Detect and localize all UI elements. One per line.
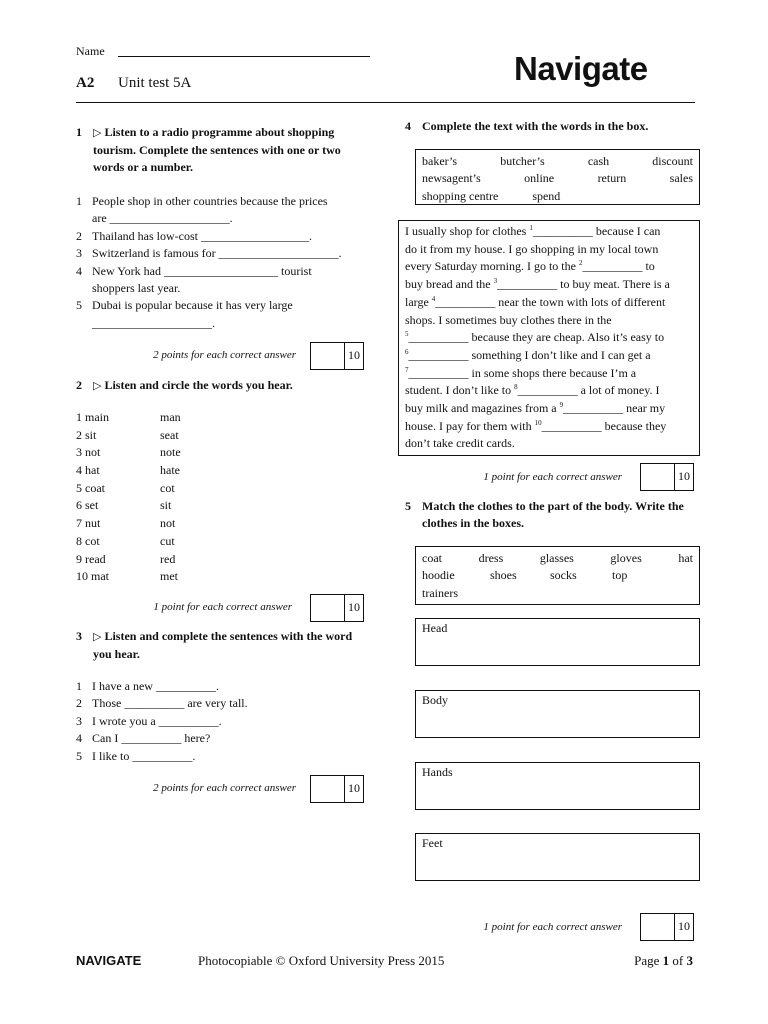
list-item: 4 New York had ___________________ tourist (76, 263, 312, 278)
section-instruction: Listen and complete the sentences with the word you hear. (93, 629, 353, 661)
score-input[interactable] (311, 343, 345, 369)
score-box[interactable] (640, 463, 694, 491)
section-3-list (76, 678, 366, 765)
word-box (415, 546, 700, 605)
word-option[interactable]: 7 nut (76, 516, 101, 531)
section-instruction: Listen to a radio programme about shopping tourism. Complete the sentences with one or two words or a number. (93, 125, 341, 175)
word-pair-row (76, 568, 276, 586)
word-option[interactable]: 9 read (76, 551, 106, 566)
answer-box-feet[interactable] (415, 833, 700, 881)
word-item: top (612, 568, 628, 583)
score-total: 10 (348, 781, 360, 796)
level-label: A2 (76, 75, 95, 91)
footer-copyright: Photocopiable © Oxford University Press 2015 (198, 953, 445, 968)
text-line: buy milk and magazines from a $^9$__________ near my (405, 401, 666, 416)
list-item: are ____________________. (92, 211, 233, 226)
word-pair-row (76, 515, 276, 533)
name-field[interactable] (118, 56, 370, 57)
text-line: house. I pay for them with $^{10}$__________ because they (405, 418, 667, 433)
word-item: newsagent’s (422, 171, 481, 186)
word-item: socks (550, 568, 577, 583)
word-option[interactable]: cut (160, 533, 175, 548)
answer-box-hands[interactable] (415, 762, 700, 810)
section-number: 5 (405, 499, 411, 513)
list-item: 5 I like to __________. (76, 748, 196, 763)
section-instruction: Match the clothes to the part of the body. Write the clothes in the boxes. (422, 499, 684, 531)
audio-play-icon: ▷ (93, 631, 102, 643)
header-divider (76, 102, 695, 103)
word-option[interactable]: 2 sit (76, 427, 97, 442)
word-pair-row (76, 497, 276, 515)
word-item: hoodie (422, 568, 455, 583)
section-1-heading (76, 124, 366, 177)
word-pairs (76, 409, 276, 586)
brand-logo: Navigate (514, 50, 648, 87)
list-item: 3 Switzerland is famous for ____________________. (76, 246, 342, 261)
word-item: sales (669, 171, 693, 186)
word-item: shoes (490, 568, 517, 583)
word-item: coat (422, 551, 442, 565)
word-option[interactable]: seat (160, 427, 179, 442)
points-note: 1 point for each correct answer (483, 471, 622, 483)
word-item: online (524, 171, 555, 186)
points-note: 1 point for each correct answer (483, 921, 622, 933)
answer-box-head[interactable] (415, 618, 700, 666)
section-number: 3 (76, 629, 82, 643)
score-total: 10 (348, 348, 360, 363)
word-option[interactable]: note (160, 445, 181, 460)
score-box[interactable] (640, 913, 694, 941)
list-item: 2 Those __________ are very tall. (76, 696, 248, 711)
answer-box-body[interactable] (415, 690, 700, 738)
page-number: 1 (662, 953, 670, 968)
list-item: shoppers last year. (92, 280, 181, 295)
text-line: shops. I sometimes buy clothes there in the (405, 312, 612, 327)
word-item: glasses (539, 551, 574, 565)
word-item: discount (652, 154, 693, 168)
score-total: 10 (678, 919, 690, 934)
section-instruction: Complete the text with the words in the box. (422, 119, 649, 133)
score-input[interactable] (311, 595, 345, 621)
word-option[interactable]: red (160, 551, 176, 566)
list-item: 4 Can I __________ here? (76, 731, 211, 746)
word-item: butcher’s (500, 154, 545, 168)
word-pair-row (76, 533, 276, 551)
unit-title: Unit test 5A (118, 75, 192, 91)
section-number: 1 (76, 125, 82, 139)
text-line: large $^4$__________ near the town with lots of different (405, 294, 666, 309)
section-instruction: Listen and circle the words you hear. (104, 378, 293, 392)
section-4-heading (405, 118, 700, 135)
page-indicator: Page 1 of 3 (634, 953, 693, 968)
name-label: Name (76, 44, 105, 58)
text-line: $^5$__________ because they are cheap. Also it’s easy to (405, 330, 665, 345)
word-item: dress (478, 551, 504, 565)
section-1-list (76, 193, 366, 332)
word-option[interactable]: 1 main (76, 410, 109, 424)
section-number: 4 (405, 119, 411, 133)
word-item: return (597, 171, 627, 186)
text-line: do it from my house. I go shopping in my local town (405, 241, 659, 256)
list-item: 1 I have a new __________. (76, 679, 219, 693)
word-option[interactable]: 6 set (76, 498, 99, 513)
text-line: buy bread and the $^3$__________ to buy meat. There is a (405, 277, 670, 292)
word-option[interactable]: 5 coat (76, 480, 105, 495)
score-input[interactable] (641, 914, 675, 940)
points-note: 1 point for each correct answer (153, 601, 292, 613)
score-box[interactable] (310, 775, 364, 803)
score-input[interactable] (311, 776, 345, 802)
list-item: ____________________. (92, 315, 215, 330)
word-item: gloves (610, 551, 642, 565)
box-label: Hands (422, 765, 453, 779)
list-item: 2 Thailand has low-cost __________________. (76, 228, 312, 243)
list-item: 5 Dubai is popular because it has very large (76, 298, 293, 313)
text-line: $^7$__________ in some shops there because I’m a (405, 365, 637, 380)
word-item: trainers (422, 585, 458, 600)
section-3-heading (76, 628, 366, 663)
word-pair-row (76, 480, 276, 498)
list-item: 3 I wrote you a __________. (76, 713, 222, 728)
word-option[interactable]: sit (160, 498, 172, 513)
points-note: 2 points for each correct answer (153, 349, 296, 361)
section-number: 2 (76, 378, 82, 392)
score-total: 10 (348, 600, 360, 615)
word-item: shopping centre (422, 188, 499, 203)
score-total: 10 (678, 469, 690, 484)
text-line: don’t take credit cards. (405, 436, 515, 451)
points-note: 2 points for each correct answer (153, 782, 296, 794)
word-option[interactable]: 4 hat (76, 463, 100, 478)
word-option[interactable]: met (160, 569, 178, 584)
word-option[interactable]: not (160, 516, 176, 531)
word-pair-row (76, 427, 276, 445)
score-box[interactable] (310, 342, 364, 370)
page-total: 3 (686, 953, 693, 968)
box-label: Head (422, 621, 448, 635)
word-pair-row (76, 444, 276, 462)
score-box[interactable] (310, 594, 364, 622)
list-item: 1 People shop in other countries because the prices (76, 194, 328, 208)
word-pair-row (76, 409, 276, 427)
word-option[interactable]: 3 not (76, 445, 101, 460)
word-pair-row (76, 462, 276, 480)
word-option[interactable]: hate (160, 463, 180, 478)
cloze-text-box (398, 220, 700, 456)
audio-play-icon: ▷ (93, 380, 102, 392)
word-option[interactable]: 10 mat (76, 569, 109, 584)
word-item: spend (532, 188, 561, 203)
footer-brand: NAVIGATE (76, 953, 142, 968)
word-option[interactable]: cot (160, 480, 175, 495)
text-line: $^6$__________ something I don’t like and I can get a (405, 347, 651, 362)
word-item: cash (587, 154, 610, 168)
section-5-heading (405, 498, 700, 533)
word-option[interactable]: man (160, 410, 181, 424)
audio-play-icon: ▷ (93, 127, 102, 139)
box-label: Body (422, 693, 449, 707)
word-option[interactable]: 8 cot (76, 533, 100, 548)
word-pair-row (76, 551, 276, 569)
text-line: every Saturday morning. I go to the $^2$__________ to (405, 259, 655, 274)
box-label: Feet (422, 836, 443, 850)
text-line: student. I don’t like to $^8$__________ a lot of money. I (405, 383, 660, 398)
text-line: I usually shop for clothes $^1$__________ because I can (405, 224, 661, 238)
section-2-heading (76, 377, 366, 395)
word-item: hat (678, 551, 693, 565)
word-item: baker’s (422, 154, 458, 168)
score-input[interactable] (641, 464, 675, 490)
word-box (415, 149, 700, 205)
